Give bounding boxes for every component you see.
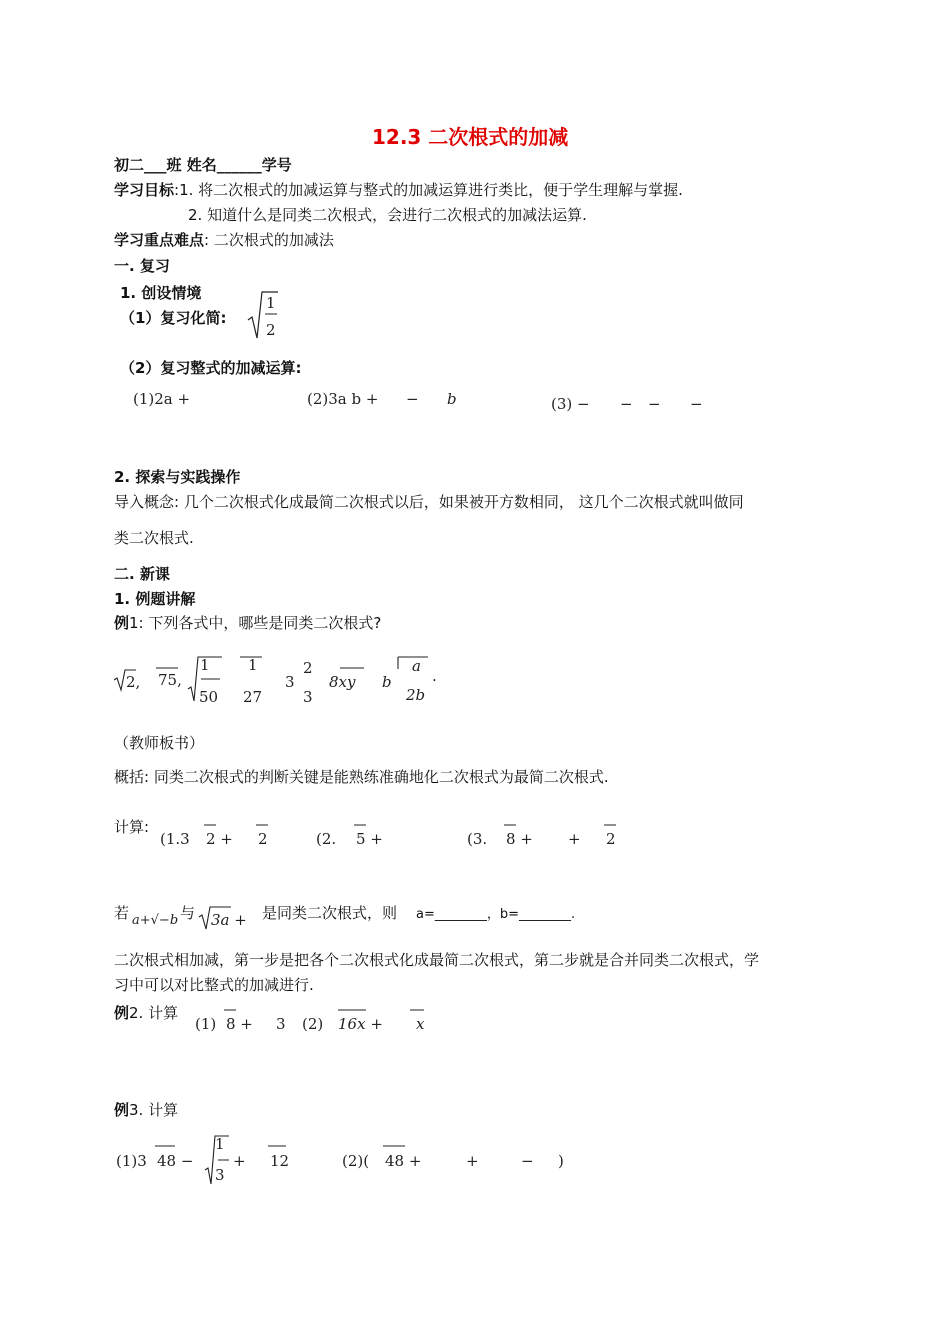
calc-3-d: 2	[606, 830, 616, 848]
q1-denominator: 2	[266, 321, 276, 339]
if-blanks: a=________，b=________.	[416, 907, 576, 922]
summary: 概括: 同类二次根式的判断关键是能熟练准确地化二次根式为最简二次根式.	[114, 768, 609, 786]
ex3-part-1-c-den: 3	[215, 1166, 225, 1184]
radical-bar	[224, 1008, 238, 1012]
review-q1: （1）复习化简:	[120, 309, 227, 327]
if-prefix: 若	[114, 904, 130, 922]
ex1-item-e2-num: 2	[303, 659, 313, 677]
ex1-item-c-den: 50	[199, 688, 219, 706]
new-lesson-heading: 二. 新课	[114, 565, 170, 583]
ex3-part-1-b: 48 −	[157, 1152, 194, 1170]
ex1-item-h-den: 2b	[406, 686, 426, 704]
review-ex2-a: (2)3a b +	[307, 390, 379, 408]
review-q2: （2）复习整式的加减运算:	[120, 359, 302, 377]
teacher-note: （教师板书）	[114, 734, 205, 752]
key-points-text: : 二次根式的加减法	[204, 231, 334, 249]
ex3-part-2-c: +	[466, 1152, 479, 1170]
calc-1-c: 2	[258, 830, 268, 848]
calc-1-b: 2 +	[206, 830, 233, 848]
review-ex2-c: b	[447, 390, 457, 408]
review-heading: 一. 复习	[114, 257, 170, 275]
learning-goals: 学习目标:1. 将二次根式的加减运算与整式的加减运算进行类比，便于学生理解与掌握.	[114, 181, 683, 199]
example-1-label: 例	[114, 614, 130, 632]
calc-3: (3.	[467, 830, 488, 848]
ex1-item-end: .	[432, 667, 437, 685]
page-title: 12.3 二次根式的加减	[372, 125, 569, 149]
example-2-label: 例	[114, 1004, 130, 1022]
new-lesson-sub1: 1. 例题讲解	[114, 590, 196, 608]
review-ex2-b: −	[406, 390, 419, 408]
radical-bar	[340, 666, 366, 670]
method-line-2: 习中可以对比整式的加减进行.	[114, 976, 314, 994]
ex1-item-g: b	[382, 673, 392, 691]
radical-bar	[204, 823, 218, 827]
radical-bar	[604, 823, 618, 827]
example-1	[114, 613, 381, 633]
if-and: 与	[180, 904, 196, 922]
explore-line-2: 类二次根式.	[114, 529, 194, 547]
q1-numerator: 1	[266, 294, 276, 312]
key-points	[114, 230, 334, 250]
ex3-part-2-e: )	[558, 1152, 564, 1170]
goals-label: 学习目标	[114, 181, 175, 199]
radical-bar	[256, 823, 270, 827]
radical-bar	[268, 1144, 288, 1148]
student-info-line: 初二___班 姓名______学号	[114, 156, 292, 174]
review-ex3-c: −	[648, 395, 661, 413]
calc-label: 计算:	[114, 818, 150, 836]
review-ex1: (1)2a +	[133, 390, 191, 408]
calc-2-b: 5 +	[356, 830, 383, 848]
ex1-item-e2-den: 3	[303, 688, 313, 706]
explore-line-1: 导入概念: 几个二次根式化成最简二次根式以后，如果被开方数相同， 这几个二次根式就叫做同	[114, 493, 744, 511]
calc-3-b: 8 +	[506, 830, 533, 848]
ex3-part-1-d: +	[233, 1152, 246, 1170]
radical-bar	[155, 1144, 177, 1148]
ex2-part-2-b: 16x +	[338, 1015, 383, 1033]
ex1-item-b: 75,	[158, 671, 182, 689]
ex2-part-1: (1)	[195, 1015, 217, 1033]
example-3-question: 3. 计算	[129, 1101, 179, 1119]
calc-1: (1.3	[160, 830, 190, 848]
ex2-part-2: (2)	[302, 1015, 324, 1033]
ex1-item-d-den: 27	[243, 688, 263, 706]
calc-3-c: +	[568, 830, 581, 848]
example-1-question: 1: 下列各式中，哪些是同类二次根式?	[129, 614, 382, 632]
radical-bar	[504, 823, 518, 827]
if-expr-1: a+√−b	[132, 913, 179, 928]
ex3-part-1-e: 12	[270, 1152, 290, 1170]
goal-item-1: 1. 将二次根式的加减运算与整式的加减运算进行类比，便于学生理解与掌握.	[179, 181, 683, 199]
calc-2: (2.	[316, 830, 337, 848]
if-expr-2: 3a +	[211, 911, 247, 929]
ex2-part-1-b: 8 +	[226, 1015, 253, 1033]
example-2-question: 2. 计算	[129, 1004, 179, 1022]
example-3	[114, 1100, 178, 1120]
ex3-part-2-b: 48 +	[385, 1152, 422, 1170]
ex2-part-1-c: 3	[276, 1015, 286, 1033]
ex3-part-1-c-num: 1	[215, 1135, 225, 1153]
key-points-label: 学习重点难点	[114, 231, 205, 249]
radical-bar	[354, 823, 368, 827]
radical-bar	[383, 1144, 407, 1148]
example-2	[114, 1003, 178, 1023]
ex1-item-f: 8xy	[329, 673, 356, 691]
ex1-item-h-num: a	[412, 657, 421, 675]
ex3-part-2: (2)(	[342, 1152, 370, 1170]
example-3-label: 例	[114, 1101, 130, 1119]
radical-bar	[410, 1008, 426, 1012]
review-ex3-a: (3) −	[551, 395, 590, 413]
ex3-part-2-d: −	[521, 1152, 534, 1170]
ex1-item-e1: 3	[285, 673, 295, 691]
ex3-part-1: (1)3	[116, 1152, 147, 1170]
ex1-item-a: 2,	[126, 673, 141, 691]
ex1-item-c-num: 1	[200, 656, 210, 674]
ex1-item-d-num: 1	[248, 656, 258, 674]
method-line-1: 二次根式相加减，第一步是把各个二次根式化成最简二次根式，第二步就是合并同类二次根式，学	[114, 951, 760, 969]
ex2-part-2-c: x	[416, 1015, 425, 1033]
radical-bar	[156, 666, 180, 670]
review-ex3-d: −	[690, 395, 703, 413]
explore-heading: 2. 探索与实践操作	[114, 468, 241, 486]
review-ex3-b: −	[620, 395, 633, 413]
if-middle: 是同类二次根式，则	[262, 904, 398, 922]
goal-item-2: 2. 知道什么是同类二次根式，会进行二次根式的加减法运算.	[188, 206, 587, 224]
review-sub1: 1. 创设情境	[120, 284, 202, 302]
radical-bar	[338, 1008, 368, 1012]
